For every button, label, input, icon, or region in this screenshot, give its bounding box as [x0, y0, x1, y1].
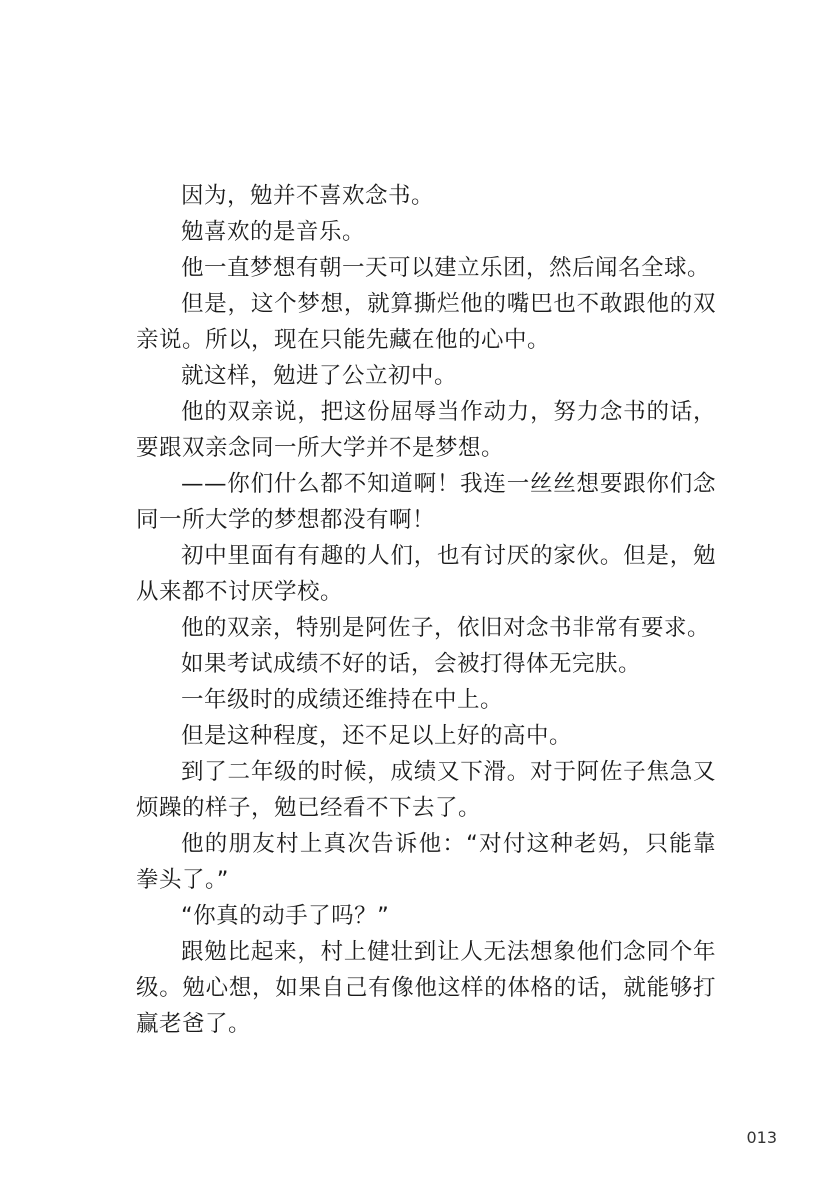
paragraph: 到了二年级的时候，成绩又下滑。对于阿佐子焦急又烦躁的样子，勉已经看不下去了。: [136, 759, 716, 821]
paragraph: ——你们什么都不知道啊！我连一丝丝想要跟你们念同一所大学的梦想都没有啊！: [136, 471, 716, 533]
paragraph: 因为，勉并不喜欢念书。: [181, 183, 435, 209]
paragraph: 但是这种程度，还不足以上好的高中。: [181, 723, 573, 749]
paragraph: “你真的动手了吗？”: [181, 903, 390, 929]
paragraph: 他的双亲说，把这份屈辱当作动力，努力念书的话，要跟双亲念同一所大学并不是梦想。: [136, 399, 716, 461]
body-text: [136, 178, 716, 1042]
paragraph: 他的朋友村上真次告诉他：“对付这种老妈，只能靠拳头了。”: [136, 831, 716, 893]
paragraph: 跟勉比起来，村上健壮到让人无法想象他们念同个年级。勉心想，如果自己有像他这样的体格的话，就能够打赢老爸了。: [136, 939, 716, 1037]
paragraph: 他一直梦想有朝一天可以建立乐团，然后闻名全球。: [181, 255, 711, 281]
paragraph: 如果考试成绩不好的话，会被打得体无完肤。: [181, 651, 642, 677]
paragraph: 但是，这个梦想，就算撕烂他的嘴巴也不敢跟他的双亲说。所以，现在只能先藏在他的心中。: [136, 291, 716, 353]
paragraph: 一年级时的成绩还维持在中上。: [181, 687, 504, 713]
paragraph: 他的双亲，特别是阿佐子，依旧对念书非常有要求。: [181, 615, 711, 641]
page-number: 013: [746, 1128, 777, 1147]
paragraph: 就这样，勉进了公立初中。: [181, 363, 458, 389]
paragraph: 初中里面有有趣的人们，也有讨厌的家伙。但是，勉从来都不讨厌学校。: [136, 543, 716, 605]
paragraph: 勉喜欢的是音乐。: [181, 219, 366, 245]
